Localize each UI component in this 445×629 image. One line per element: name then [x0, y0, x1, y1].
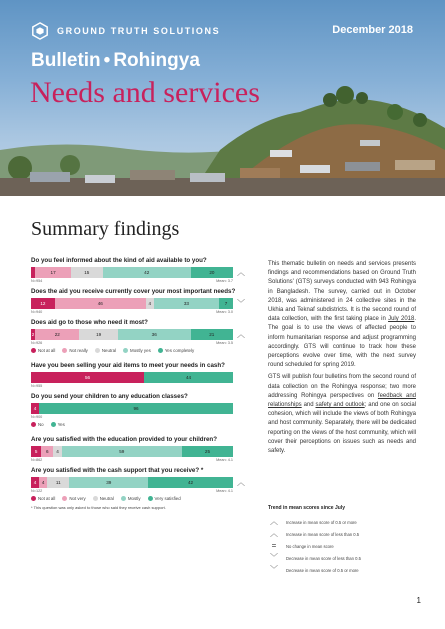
stacked-bar: [31, 329, 233, 340]
publication-date: December 2018: [332, 24, 413, 36]
bulletin-topic: Rohingya: [113, 50, 200, 71]
legend-label: Yes: [57, 422, 65, 427]
sample-size: N=955: [31, 384, 43, 388]
brand: [31, 22, 220, 40]
legend-item: [121, 496, 141, 501]
legend-item: [62, 496, 85, 501]
bar-segment: 25: [182, 446, 233, 457]
bulletin-label: [31, 50, 200, 72]
trend-key-row: ︿ Increase in mean score of 0.5 or more: [270, 517, 357, 526]
trend-up-icon: ︿: [237, 478, 245, 487]
legend-scale-satisfaction: [31, 496, 246, 501]
legend-item: [31, 422, 44, 427]
bulletin-separator: •: [103, 50, 111, 71]
bar-segment: 4: [31, 403, 39, 414]
stacked-bar: [31, 403, 233, 414]
question-text: Do you feel informed about the kind of aid available to you?: [31, 257, 207, 264]
section-title: Summary findings: [31, 218, 180, 240]
legend-item: [51, 422, 65, 427]
bar-segment: 19: [79, 329, 117, 340]
legend-swatch: [31, 348, 36, 353]
legend-yes-no: [31, 422, 246, 427]
chevron-up-icon: ︿: [270, 529, 278, 538]
question-text: Are you satisfied with the cash support that you receive? *: [31, 467, 204, 474]
survey-charts: [31, 257, 246, 510]
page-number: 1: [416, 596, 421, 605]
trend-up-icon: ︿: [237, 268, 245, 277]
legend-label: Not at all: [38, 348, 56, 353]
paragraph-2: GTS will publish four bulletins from the second round of data collection on the Rohingya response; two more addressing Rohingya perspectives on feedback and relationships and safety and outlook; and one on social cohesion, which will include the views of both Rohingya and host community. Separately, there will be dedicated reporting on the views of the host community, which will cover their perceptions on issues such as needs and safety.: [268, 374, 416, 455]
link-feedback-relationships[interactable]: feedback and relationships: [268, 392, 416, 409]
legend-swatch: [123, 348, 128, 353]
brand-name: GROUND TRUTH SOLUTIONS: [57, 26, 221, 36]
chevron-down-icon: ﹀: [270, 553, 278, 562]
bar-segment: 46: [55, 298, 146, 309]
legend-scale-agreement: [31, 348, 246, 353]
legend-item: [148, 496, 181, 501]
bar-segment: 96: [39, 403, 233, 414]
legend-item: [31, 348, 55, 353]
question-block-q3: [31, 319, 246, 353]
legend-label: Mostly: [127, 496, 141, 501]
bar-segment: 11: [47, 477, 69, 488]
bar-segment: 4: [39, 477, 47, 488]
bar-segment: 4: [53, 446, 61, 457]
question-block-q4: [31, 362, 246, 388]
bar-segment: 2: [31, 329, 35, 340]
intro-text: [268, 260, 416, 459]
bar-segment: 39: [69, 477, 148, 488]
sample-size: N=954: [31, 279, 43, 283]
bar-segment: 15: [71, 267, 103, 278]
bar-segment: 5: [31, 446, 41, 457]
legend-label: No: [38, 422, 44, 427]
trend-key-row: ﹀ Decrease in mean score of less than 0.5: [270, 553, 361, 562]
legend-item: [31, 496, 55, 501]
trend-key-row: ︿ Increase in mean score of less than 0.5: [270, 529, 360, 538]
bar-segment: 33: [154, 298, 219, 309]
legend-label: Neutral: [101, 348, 117, 353]
double-chevron-up-icon: ︿: [270, 517, 278, 526]
legend-label: Not really: [69, 348, 88, 353]
bar-segment: 22: [35, 329, 79, 340]
question-text: Have you been selling your aid items to meet your needs in cash?: [31, 362, 225, 369]
legend-swatch: [95, 348, 100, 353]
equals-icon: =: [271, 541, 277, 550]
legend-swatch: [31, 422, 36, 427]
bar-segment: 59: [62, 446, 182, 457]
question-block-q5: [31, 393, 246, 427]
legend-item: [62, 348, 88, 353]
question-block-q7: [31, 467, 246, 510]
ground-truth-logo-icon: [31, 22, 49, 40]
bar-segment: 56: [31, 372, 144, 383]
stacked-bar: [31, 446, 233, 457]
legend-label: Very satisfied: [154, 496, 181, 501]
stacked-bar: [31, 267, 233, 278]
legend-swatch: [62, 348, 67, 353]
stacked-bar: [31, 298, 233, 309]
hero-banner: [0, 0, 445, 196]
bar-segment: 4: [146, 298, 154, 309]
question-text: Are you satisfied with the education provided to your children?: [31, 436, 217, 443]
trend-down-icon: ﹀: [237, 299, 245, 308]
footnote: * This question was only asked to those who said they receive cash support.: [31, 505, 166, 510]
question-block-q6: [31, 436, 246, 462]
bar-segment: 21: [191, 329, 233, 340]
legend-swatch: [93, 496, 98, 501]
question-text: Does aid go to those who need it most?: [31, 319, 148, 326]
bulletin-word: Bulletin: [31, 50, 101, 71]
bar-segment: 20: [191, 267, 233, 278]
legend-label: Not very: [69, 496, 86, 501]
legend-swatch: [121, 496, 126, 501]
page-title: Needs and services: [30, 76, 260, 109]
paragraph-1: This thematic bulletin on needs and services presents findings and recommendations based on Ground Truth Solutions' (GTS) surveys conducted with 943 Rohingya in Bangladesh. The survey, carried out in October 2018, was administered in 24 collective sites in the Ukhia and Teknaf subdistricts. It is the second round of data collection, with the first taking place in July 2018. The goal is to use the views of affected people to inform humanitarian response and adjust programming accordingly. GTS will continue to track how these perceptions evolve over time, with the next survey round scheduled for spring 2019.: [268, 261, 417, 369]
legend-label: Neutral: [99, 496, 114, 501]
legend-swatch: [51, 422, 56, 427]
question-block-q2: [31, 288, 246, 314]
bar-segment: 6: [41, 446, 53, 457]
legend-item: [158, 348, 194, 353]
mean-score: Mean: 4.1: [216, 489, 233, 493]
bar-segment: 17: [35, 267, 71, 278]
bar-segment: 36: [118, 329, 191, 340]
mean-score: Mean: 4.1: [216, 458, 233, 462]
mean-score: Mean: 3.7: [216, 279, 233, 283]
bar-segment: 42: [103, 267, 191, 278]
question-block-q1: [31, 257, 246, 283]
trend-key-row: = No change in mean score: [268, 540, 416, 552]
mean-score: Mean: 3.0: [216, 310, 233, 314]
question-text: Does the aid you receive currently cover your most important needs?: [31, 288, 236, 295]
link-safety-outlook[interactable]: safety and outlook: [315, 402, 365, 409]
double-chevron-down-icon: ﹀: [270, 565, 278, 574]
sample-size: N=900: [31, 415, 43, 419]
trend-key-title: Trend in mean scores since July: [268, 505, 345, 511]
trend-key-row: ﹀ Decrease in mean score of 0.5 or more: [270, 565, 359, 574]
legend-swatch: [158, 348, 163, 353]
sample-size: N=122: [31, 489, 43, 493]
stacked-bar: [31, 372, 233, 383]
stacked-bar: [31, 477, 233, 488]
legend-item: [93, 496, 114, 501]
sample-size: N=926: [31, 341, 43, 345]
bar-segment: 7: [219, 298, 233, 309]
question-text: Do you send your children to any education classes?: [31, 393, 188, 400]
mean-score: Mean: 3.5: [216, 341, 233, 345]
bar-segment: 4: [31, 477, 39, 488]
legend-item: [123, 348, 151, 353]
legend-swatch: [148, 496, 153, 501]
legend-label: Mostly yes: [130, 348, 151, 353]
sample-size: N=862: [31, 458, 43, 462]
link-july-2018[interactable]: July 2018: [388, 316, 415, 323]
bar-segment: 44: [144, 372, 233, 383]
trend-key: [268, 505, 416, 576]
bar-segment: 42: [148, 477, 233, 488]
trend-up-icon: ︿: [237, 330, 245, 339]
legend-label: Yes completely: [164, 348, 195, 353]
legend-label: Not at all: [38, 496, 56, 501]
legend-swatch: [62, 496, 67, 501]
legend-swatch: [31, 496, 36, 501]
sample-size: N=940: [31, 310, 43, 314]
bar-segment: 12: [31, 298, 55, 309]
legend-item: [95, 348, 116, 353]
